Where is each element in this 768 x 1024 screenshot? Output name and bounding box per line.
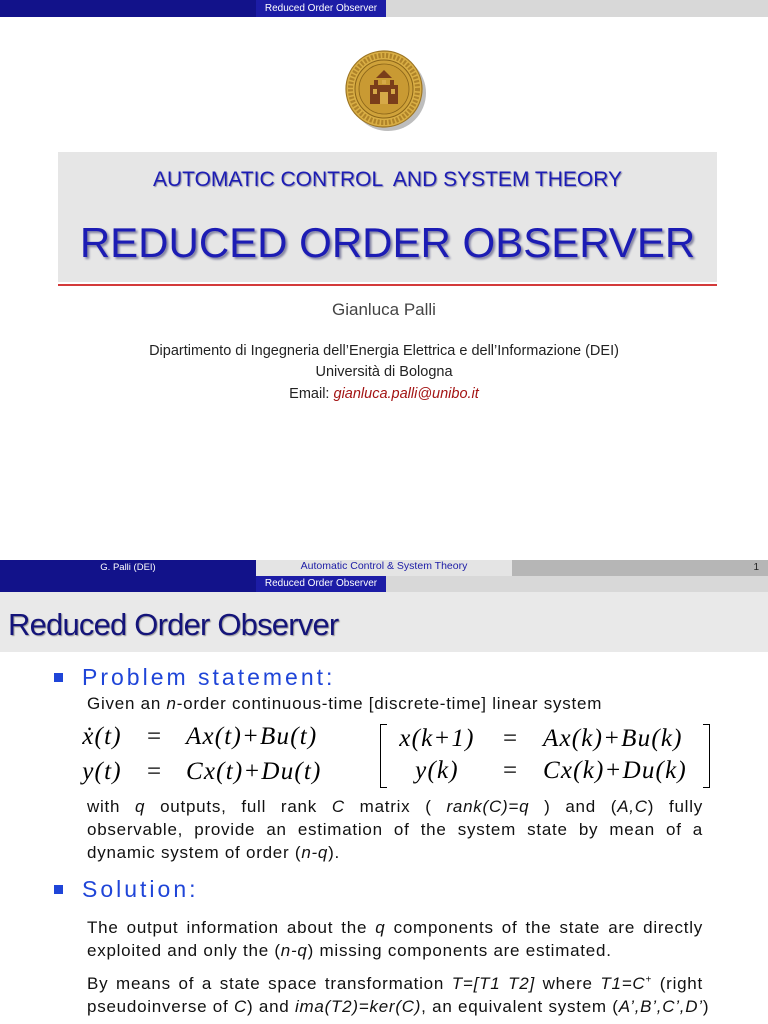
equals-sign: = <box>146 758 162 785</box>
text-run: , an equivalent system ( <box>421 997 619 1016</box>
course-title: AUTOMATIC CONTROL AND SYSTEM THEORY <box>152 168 623 191</box>
text-run: exploited and only the ( <box>87 941 281 960</box>
email-label: Email: <box>289 386 330 402</box>
equation-lhs: y(t) <box>82 758 122 785</box>
blue-square-bullet-icon <box>54 673 63 682</box>
slide1-footer <box>0 560 768 576</box>
footer-course: Automatic Control & System Theory <box>256 560 512 576</box>
slide2-header-bar <box>0 576 768 592</box>
equals-sign: = <box>502 757 518 784</box>
math-symbol: A’,B’,C’,D’ <box>618 997 703 1016</box>
solution-paragraph1-line <box>87 939 703 962</box>
presentation-title: REDUCED ORDER OBSERVER <box>79 219 696 266</box>
problem-description-line <box>87 841 703 864</box>
math-symbol: q <box>135 797 146 816</box>
equation-lhs: ẋ(t) <box>82 723 122 750</box>
author-name: Gianluca Palli <box>332 300 436 319</box>
title-box <box>58 152 717 282</box>
text-run: By means of a state space transformation <box>87 974 452 993</box>
math-symbol: T1=C <box>600 974 646 993</box>
text-run: ) missing components are estimated. <box>307 941 612 960</box>
text-run: dynamic system of order ( <box>87 843 302 862</box>
text-run: ) fully <box>647 797 703 816</box>
pseudoinverse-superscript: + <box>645 974 653 986</box>
footer-author: G. Palli (DEI) <box>0 560 256 576</box>
math-symbol: C <box>331 797 345 816</box>
math-symbol: ima(T2)=ker(C) <box>294 997 422 1016</box>
math-symbol: rank(C)=q <box>446 797 530 816</box>
frame-title: Reduced Order Observer <box>8 607 339 642</box>
text-run: ) and <box>246 997 295 1016</box>
equation-rhs: Ax(k)+Bu(k) <box>543 725 683 752</box>
solution-paragraph1-line <box>87 916 703 939</box>
footer-page-block <box>512 560 768 576</box>
department: Dipartimento di Ingegneria dell’Energia Elettrica e dell’Informazione (DEI) <box>149 343 619 359</box>
header-section-link[interactable]: Reduced Order Observer <box>256 0 386 17</box>
equals-sign: = <box>146 723 162 750</box>
email-line <box>0 385 768 403</box>
solution-paragraph2-line <box>87 995 710 1018</box>
text-run: Given an <box>87 694 167 713</box>
text-run: with <box>87 797 136 816</box>
header-right-block <box>386 0 768 17</box>
text-run: -order continuous-time [discrete-time] linear system <box>176 694 603 713</box>
math-symbol: A,C <box>617 797 648 816</box>
equation-rhs: Ax(t)+Bu(t) <box>186 723 318 750</box>
left-bracket <box>380 724 387 788</box>
problem-statement-heading: Problem statement: <box>82 664 336 690</box>
text-run: ) <box>702 997 710 1016</box>
text-run: components of the state are directly <box>385 918 703 937</box>
email-link[interactable]: gianluca.palli@unibo.it <box>333 386 479 402</box>
math-symbol: T=[T1 T2] <box>451 974 535 993</box>
math-symbol: n-q <box>301 843 329 862</box>
footer-page-number: 1 <box>753 562 759 573</box>
math-symbol: C <box>233 997 247 1016</box>
math-symbol: n-q <box>280 941 308 960</box>
problem-intro <box>87 692 703 715</box>
title-divider <box>58 284 717 286</box>
right-bracket <box>703 724 710 788</box>
text-run: ). <box>328 843 341 862</box>
slide1-header-bar <box>0 0 768 17</box>
text-run: pseudoinverse of <box>87 997 234 1016</box>
header-right-block <box>386 576 768 592</box>
text-run: ) and ( <box>529 797 618 816</box>
text-run: (right <box>652 974 703 993</box>
equation-lhs: y(k) <box>415 757 459 784</box>
equals-sign: = <box>502 725 518 752</box>
problem-description-line <box>87 795 703 818</box>
text-run: The output information about the <box>87 918 376 937</box>
solution-heading: Solution: <box>82 876 199 902</box>
text-run: outputs, full rank <box>145 797 332 816</box>
problem-description-line <box>87 818 703 841</box>
text-run: where <box>534 974 601 993</box>
math-symbol: q <box>375 918 386 937</box>
equation-rhs: Cx(t)+Du(t) <box>186 758 322 785</box>
blue-square-bullet-icon <box>54 885 63 894</box>
university-seal-icon <box>343 48 429 134</box>
university: Università di Bologna <box>315 364 453 380</box>
header-section-link[interactable]: Reduced Order Observer <box>256 576 386 592</box>
text-run: matrix ( <box>344 797 447 816</box>
header-left-block <box>0 0 256 17</box>
header-left-block <box>0 576 256 592</box>
text-run: observable, provide an estimation of the system state by mean of a <box>87 820 703 839</box>
math-symbol: n <box>166 694 177 713</box>
equation-rhs: Cx(k)+Du(k) <box>543 757 687 784</box>
solution-paragraph2-line <box>87 972 703 995</box>
equation-lhs: x(k+1) <box>399 725 475 752</box>
